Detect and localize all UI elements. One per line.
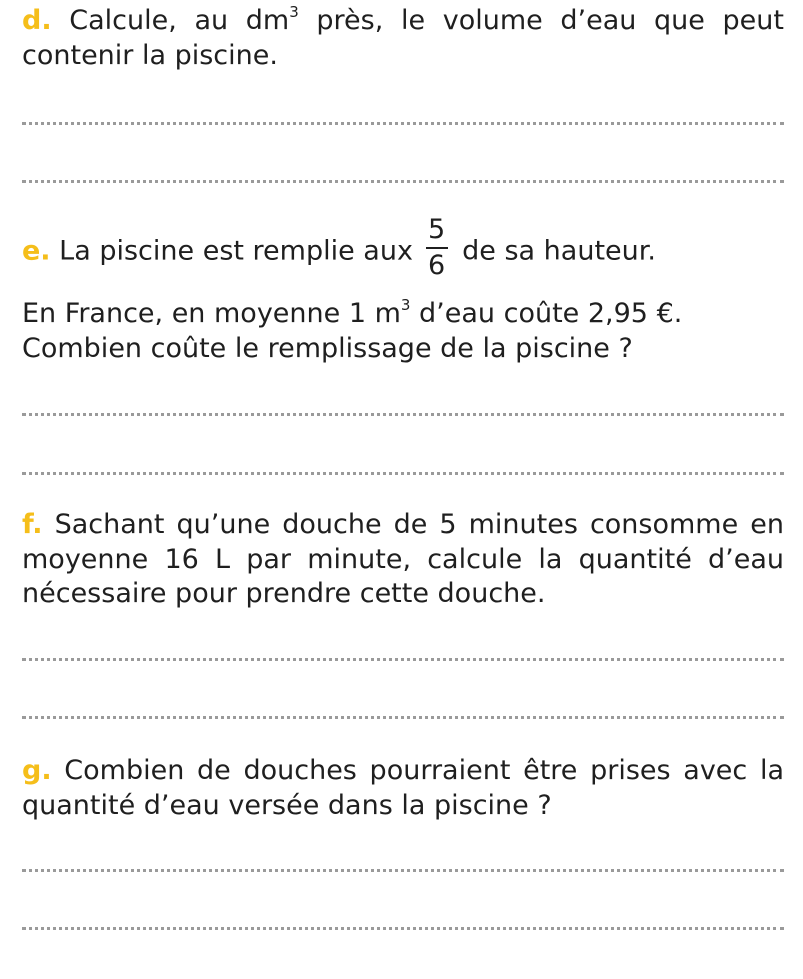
fraction-bar — [426, 247, 448, 249]
question-e-letter: e. — [22, 235, 51, 267]
question-g-letter: g. — [22, 755, 52, 786]
answer-line-d-1[interactable] — [22, 122, 784, 125]
answer-line-e-2[interactable] — [22, 472, 784, 475]
question-g-text: Combien de douches pourraient être prises avec la quantité d’eau versée dans la piscine ? — [22, 755, 785, 821]
question-f-letter: f. — [22, 509, 43, 540]
answer-line-d-2[interactable] — [22, 180, 784, 183]
answer-line-e-1[interactable] — [22, 413, 784, 416]
fraction-numerator: 5 — [427, 214, 446, 245]
question-e-line2-exponent: 3 — [400, 296, 411, 314]
question-e-text-before: La piscine est remplie aux — [59, 235, 413, 267]
fraction-five-sixths — [426, 214, 448, 282]
fraction-denominator: 6 — [427, 250, 446, 281]
question-f — [22, 508, 784, 612]
question-e-line-3: Combien coûte le remplissage de la piscine ? — [22, 333, 633, 364]
question-d-exponent: 3 — [289, 3, 299, 21]
answer-line-g-2[interactable] — [22, 927, 784, 930]
question-d-text-before: Calcule, au dm — [69, 5, 290, 36]
answer-line-g-1[interactable] — [22, 869, 784, 872]
question-d-letter: d. — [22, 5, 52, 36]
answer-line-f-1[interactable] — [22, 658, 784, 661]
question-g — [22, 754, 784, 823]
answer-line-f-2[interactable] — [22, 716, 784, 719]
question-f-text: Sachant qu’une douche de 5 minutes consomme en moyenne 16 L par minute, calcule la quantité d’eau nécessaire pour prendre cette douche. — [22, 509, 784, 609]
question-d-text-after: près, le volume d’eau que peut contenir la piscine. — [22, 5, 784, 71]
question-e-text-after: de sa hauteur. — [462, 235, 656, 267]
question-d — [22, 4, 784, 73]
question-e-line2-before: En France, en moyenne 1 m — [22, 298, 401, 329]
question-e-line2-after: d’eau coûte 2,95 €. — [410, 298, 683, 329]
question-e — [22, 214, 784, 286]
question-e-line-2 — [22, 297, 784, 332]
